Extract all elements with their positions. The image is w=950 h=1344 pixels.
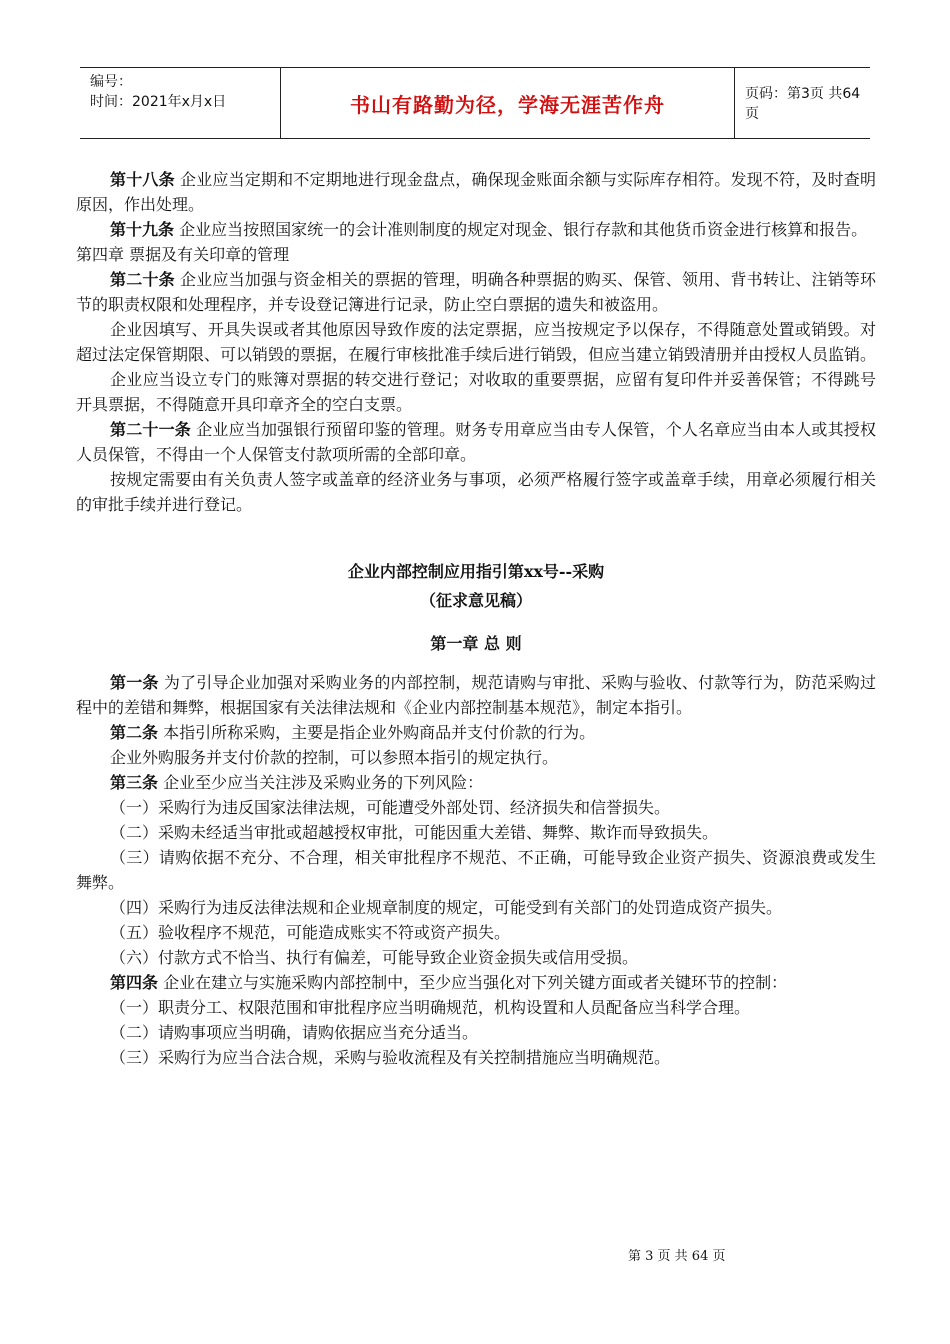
article-title: 第四条 [110, 973, 159, 992]
spacer [76, 517, 876, 557]
article-text: 本指引所称采购，主要是指企业外购商品并支付价款的行为。 [163, 723, 596, 742]
article-text: 企业至少应当关注涉及采购业务的下列风险： [163, 773, 484, 792]
guideline-title: 企业内部控制应用指引第xx号--采购 [347, 562, 605, 581]
article-18 [76, 167, 876, 217]
chapter-4-heading: 第四章 票据及有关印章的管理 [76, 245, 290, 264]
header-page-cell [735, 68, 870, 138]
article-text: 企业应当加强银行预留印鉴的管理。财务专用章应当由专人保管，个人名章应当由本人或其授权人员保管，不得由一个人保管支付款项所需的全部印章。 [76, 420, 876, 464]
page-header [80, 67, 870, 139]
control-item: （二）请购事项应当明确，请购依据应当充分适当。 [110, 1023, 479, 1042]
header-motto-cell [280, 68, 735, 138]
article-title: 第三条 [110, 773, 159, 792]
document-number-label: 编号： [90, 74, 132, 90]
guideline-subtitle: （征求意见稿） [419, 591, 532, 610]
chapter-1-heading: 第一章 总 则 [430, 634, 522, 653]
risk-item: （一）采购行为违反国家法律法规，可能遭受外部处罚、经济损失和信誉损失。 [110, 798, 671, 817]
article-1 [76, 670, 876, 720]
document-date-label: 时间：2021年x月x日 [90, 94, 227, 110]
header-info [80, 68, 280, 138]
article-text: 企业应当定期和不定期地进行现金盘点，确保现金账面余额与实际库存相符。发现不符，及时查明原因，作出处理。 [76, 170, 876, 214]
paragraph: 企业应当设立专门的账簿对票据的转交进行登记；对收取的重要票据，应留有复印件并妥善保管；不得跳号开具票据，不得随意开具印章齐全的空白支票。 [76, 370, 876, 414]
article-21 [76, 417, 876, 467]
header-motto: 书山有路勤为径，学海无涯苦作舟 [350, 92, 665, 117]
article-text: 企业在建立与实施采购内部控制中，至少应当强化对下列关键方面或者关键环节的控制： [163, 973, 788, 992]
control-item: （一）职责分工、权限范围和审批程序应当明确规范，机构设置和人员配备应当科学合理。 [110, 998, 751, 1017]
article-title: 第二十一条 [110, 420, 191, 439]
control-item: （三）采购行为应当合法合规，采购与验收流程及有关控制措施应当明确规范。 [110, 1048, 671, 1067]
risk-item: （四）采购行为违反法律法规和企业规章制度的规定，可能受到有关部门的处罚造成资产损失。 [110, 898, 783, 917]
risk-item: （二）采购未经适当审批或超越授权审批，可能因重大差错、舞弊、欺诈而导致损失。 [110, 823, 719, 842]
paragraph: 企业外购服务并支付价款的控制，可以参照本指引的规定执行。 [110, 748, 559, 767]
paragraph: 按规定需要由有关负责人签字或盖章的经济业务与事项，必须严格履行签字或盖章手续，用章必须履行相关的审批手续并进行登记。 [76, 470, 876, 514]
document-body [76, 167, 876, 1070]
article-4 [76, 970, 876, 995]
article-title: 第十八条 [110, 170, 175, 189]
article-20 [76, 267, 876, 317]
article-3 [76, 770, 876, 795]
risk-item: （六）付款方式不恰当、执行有偏差，可能导致企业资金损失或信用受损。 [110, 948, 639, 967]
article-2 [76, 720, 876, 745]
article-title: 第二十条 [110, 270, 175, 289]
article-title: 第十九条 [110, 220, 175, 239]
risk-item: （三）请购依据不充分、不合理，相关审批程序不规范、不正确，可能导致企业资产损失、资源浪费或发生舞弊。 [76, 848, 876, 892]
risk-item: （五）验收程序不规范，可能造成账实不符或资产损失。 [110, 923, 511, 942]
article-text: 为了引导企业加强对采购业务的内部控制，规范请购与审批、采购与验收、付款等行为，防范采购过程中的差错和舞弊，根据国家有关法律法规和《企业内部控制基本规范》，制定本指引。 [76, 673, 876, 717]
article-19 [76, 217, 876, 242]
paragraph: 企业因填写、开具失误或者其他原因导致作废的法定票据，应当按规定予以保存，不得随意处置或销毁。对超过法定保管期限、可以销毁的票据，在履行审核批准手续后进行销毁，但应当建立销毁清册并由授权人员监销。 [76, 320, 877, 364]
article-text: 企业应当按照国家统一的会计准则制度的规定对现金、银行存款和其他货币资金进行核算和报告。 [179, 220, 868, 239]
article-title: 第一条 [110, 673, 159, 692]
article-title: 第二条 [110, 723, 159, 742]
article-text: 企业应当加强与资金相关的票据的管理，明确各种票据的购买、保管、领用、背书转让、注销等环节的职责权限和处理程序，并专设登记簿进行记录，防止空白票据的遗失和被盗用。 [76, 270, 876, 314]
page-footer: 第 3 页 共 64 页 [628, 1249, 726, 1264]
header-page-label: 页码：第3页 共64页 [745, 86, 861, 122]
